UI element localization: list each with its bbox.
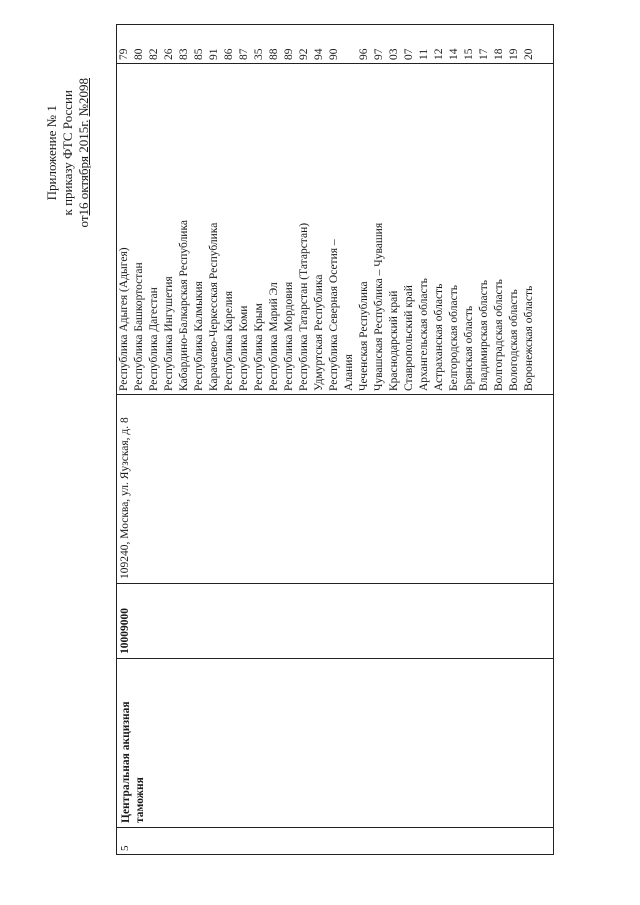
order-date: 16 октября 2015г.: [76, 119, 91, 216]
region-name: Республика Ингушетия: [163, 276, 175, 391]
region-code: 89: [283, 48, 295, 60]
region-name: Республика Дагестан: [148, 287, 160, 391]
document-header: [44, 78, 92, 228]
region-code: 87: [238, 48, 250, 60]
region-name: Ставропольский край: [403, 285, 415, 391]
region-name: Республика Северная Осетия –: [328, 239, 340, 391]
region-code: 83: [178, 48, 190, 60]
region-name: Астраханская область: [433, 283, 445, 391]
region-code: 82: [148, 48, 160, 60]
order-reference: к приказу ФТС России: [60, 90, 75, 216]
region-name: Республика Башкортостан: [133, 262, 145, 391]
region-name: Владимирская область: [478, 279, 490, 391]
region-code: 03: [388, 48, 400, 60]
region-code: 11: [418, 48, 430, 60]
region-name: Республика Карелия: [223, 290, 235, 391]
region-code: 97: [373, 48, 385, 60]
region-name: Брянская область: [463, 305, 475, 391]
region-code: 14: [448, 48, 460, 60]
region-codes-cell: [117, 25, 554, 64]
region-code: 26: [163, 48, 175, 60]
row-number-cell: 5: [117, 828, 554, 855]
region-code: 96: [358, 48, 370, 60]
region-name: Удмуртская Республика: [313, 274, 325, 391]
region-code: 92: [298, 48, 310, 60]
region-code: 90: [328, 48, 340, 60]
region-code: 12: [433, 48, 445, 60]
table-row: [117, 25, 554, 855]
date-prefix: от: [76, 215, 91, 228]
region-list: [117, 64, 537, 394]
region-name: Республика Адыгея (Адыгея): [118, 247, 130, 391]
region-name: Воронежская область: [523, 285, 535, 391]
region-name: Чувашская Республика – Чувашия: [373, 222, 385, 391]
region-name: Архангельская область: [418, 278, 430, 391]
region-code-list: [117, 25, 537, 63]
region-name: Чеченская Республика: [358, 281, 370, 391]
region-name: Алания: [343, 354, 355, 391]
region-code: 85: [193, 48, 205, 60]
region-code: 79: [118, 48, 130, 60]
regions-cell: [117, 64, 554, 395]
region-name: Краснодарский край: [388, 290, 400, 391]
region-name: Белгородская область: [448, 285, 460, 391]
region-name: Республика Мордовия: [283, 281, 295, 391]
region-code: 20: [523, 48, 535, 60]
region-code: 18: [493, 48, 505, 60]
region-code: 07: [403, 48, 415, 60]
region-code: 35: [253, 48, 265, 60]
region-name: Волгоградская область: [493, 279, 505, 391]
region-name: Республика Калмыкия: [193, 281, 205, 391]
customs-table: [116, 24, 554, 855]
region-name: Республика Коми: [238, 305, 250, 391]
customs-name-cell: Центральная акцизная таможня: [117, 659, 554, 828]
region-code: 17: [478, 48, 490, 60]
region-name: Республика Марий Эл: [268, 282, 280, 391]
region-code: 91: [208, 48, 220, 60]
region-name: Республика Крым: [253, 303, 265, 391]
appendix-label: Приложение № 1: [44, 105, 59, 201]
region-name: Вологодская область: [508, 289, 520, 391]
region-code: [342, 25, 357, 63]
region-code: 19: [508, 48, 520, 60]
region-code: 86: [223, 48, 235, 60]
address-cell: 109240, Москва, ул. Яузская, д. 8: [117, 395, 554, 584]
region-code: 94: [313, 48, 325, 60]
region-name: Республика Татарстан (Татарстан): [298, 222, 310, 391]
order-number: №2098: [76, 78, 91, 117]
order-date-line: [76, 78, 92, 228]
region-code: 80: [133, 48, 145, 60]
region-code: 15: [463, 48, 475, 60]
region-name: Карачаево-Черкесская Республика: [208, 222, 220, 391]
region-name: Кабардино-Балкарская Республика: [178, 220, 190, 391]
region-code: 88: [268, 48, 280, 60]
customs-code-cell: 10009000: [117, 584, 554, 659]
